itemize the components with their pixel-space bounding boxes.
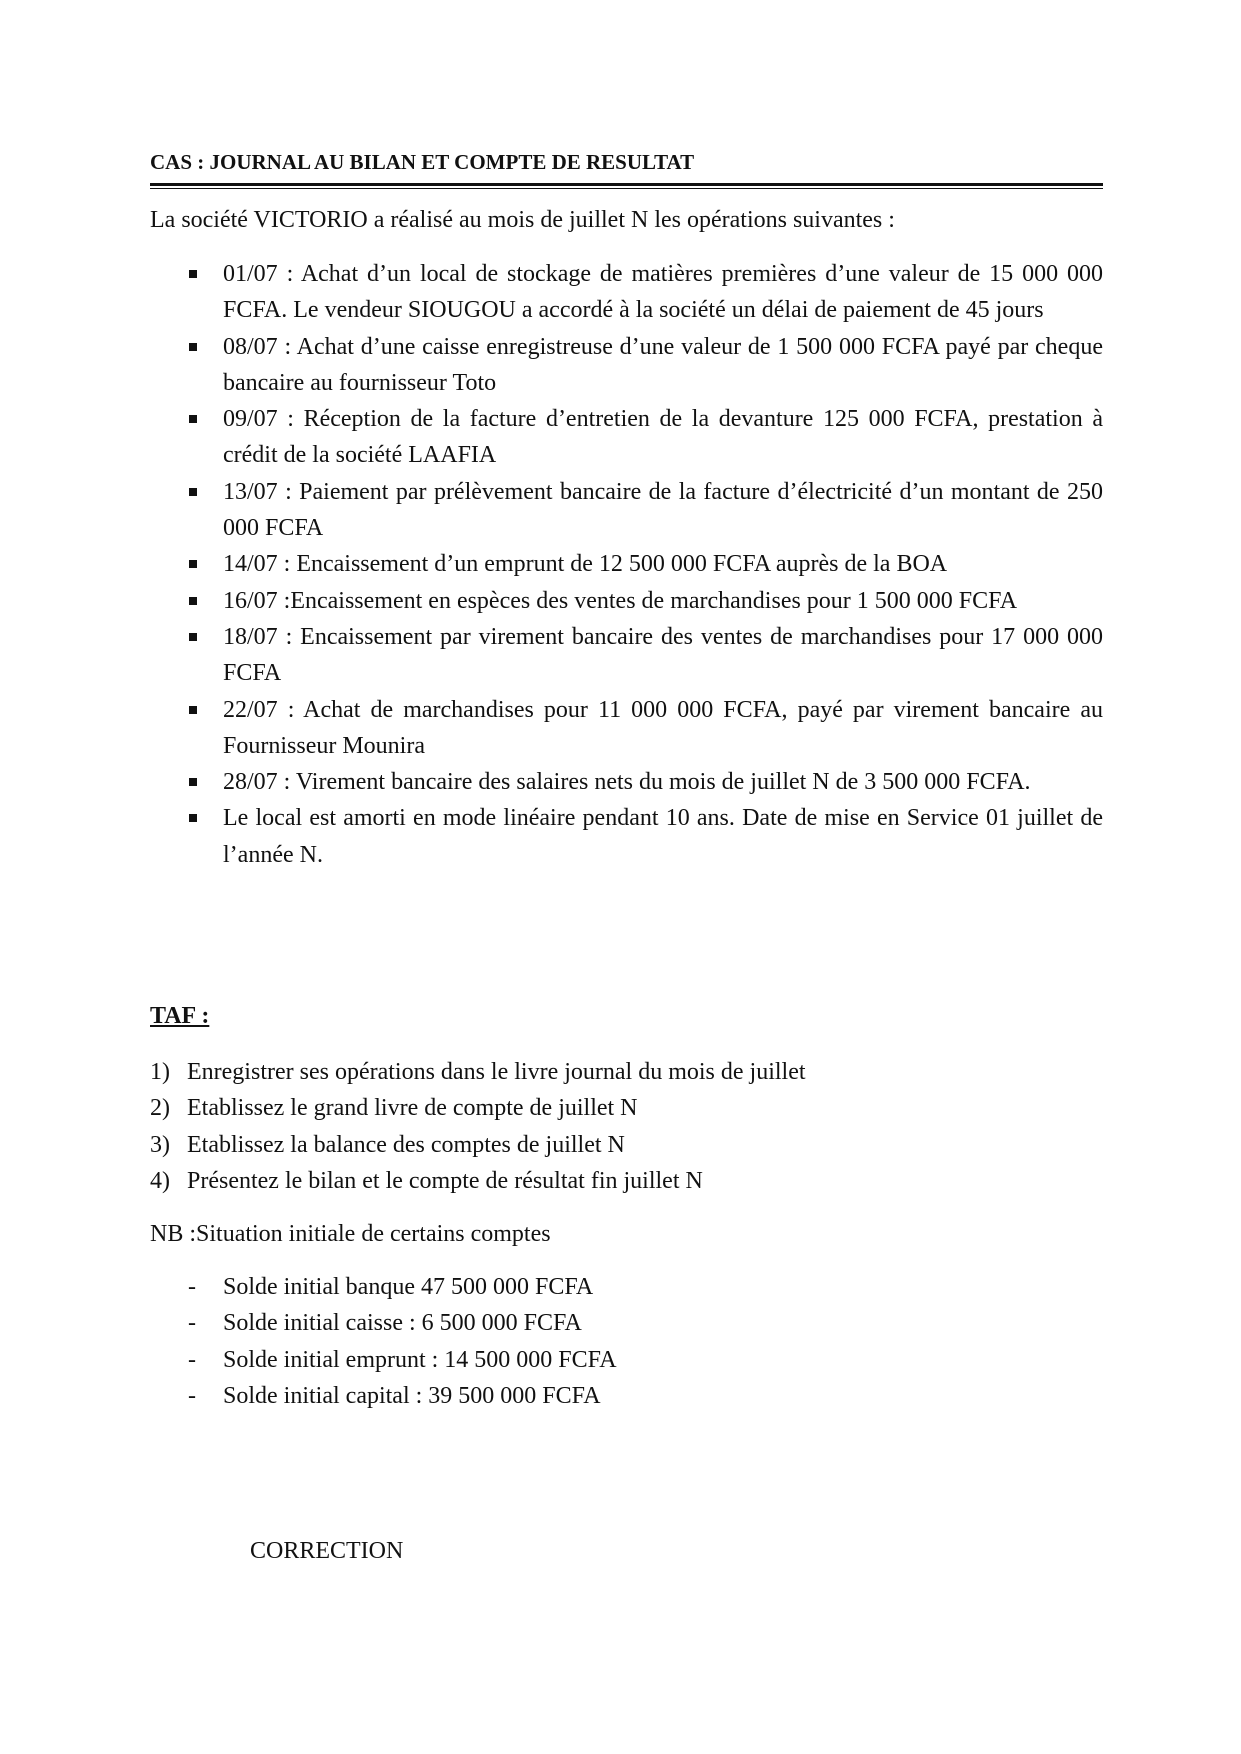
- item-number: 3): [150, 1131, 170, 1158]
- bullet-square-icon: [189, 597, 197, 605]
- item-text: Présentez le bilan et le compte de résultat fin juillet N: [187, 1167, 703, 1194]
- item-text: Enregistrer ses opérations dans le livre journal du mois de juillet: [187, 1059, 806, 1085]
- operations-list: [150, 256, 1103, 873]
- operation-item: [150, 546, 1103, 582]
- item-text: Etablissez la balance des comptes de juillet N: [187, 1131, 625, 1158]
- balance-text: Solde initial emprunt : 14 500 000 FCFA: [223, 1346, 617, 1373]
- balance-item: [150, 1378, 617, 1414]
- operation-item: [150, 800, 1103, 873]
- item-number: 1): [150, 1059, 170, 1085]
- balance-text: Solde initial caisse : 6 500 000 FCFA: [223, 1310, 582, 1337]
- dash-bullet: -: [188, 1346, 196, 1373]
- operation-text: 28/07 : Virement bancaire des salaires nets du mois de juillet N de 3 500 000 FCFA.: [223, 769, 1031, 796]
- item-number: 4): [150, 1167, 170, 1194]
- operation-item: [150, 256, 1103, 329]
- operation-item: [150, 692, 1103, 765]
- item-text: Etablissez le grand livre de compte de juillet N: [187, 1095, 638, 1122]
- bullet-square-icon: [189, 415, 197, 423]
- operation-item: [150, 619, 1103, 692]
- balance-item: [150, 1305, 617, 1341]
- operation-text: 14/07 : Encaissement d’un emprunt de 12 500 000 FCFA auprès de la BOA: [223, 551, 948, 578]
- operation-text: 13/07 : Paiement par prélèvement bancaire de la facture d’électricité d’un montant de 250 000 FCFA: [223, 478, 1103, 542]
- operation-text: Le local est amorti en mode linéaire pendant 10 ans. Date de mise en Service 01 juillet de l’année N.: [223, 805, 1103, 868]
- initial-balances-list: [150, 1269, 617, 1414]
- operation-text: 22/07 : Achat de marchandises pour 11 000 000 FCFA, payé par virement bancaire au Fournisseur Mounira: [223, 696, 1103, 759]
- document-title: CAS : JOURNAL AU BILAN ET COMPTE DE RESULTAT: [150, 150, 695, 174]
- balance-text: Solde initial banque 47 500 000 FCFA: [223, 1274, 594, 1300]
- operation-item: [150, 764, 1103, 800]
- taf-item: [150, 1054, 806, 1090]
- bullet-square-icon: [189, 343, 197, 351]
- dash-bullet: -: [188, 1310, 196, 1337]
- bullet-square-icon: [189, 270, 197, 278]
- operation-text: 01/07 : Achat d’un local de stockage de matières premières d’une valeur de 15 000 000 FCFA. Le vendeur SIOUGOU a accordé à la société un délai de paiement de 45 jours: [223, 261, 1103, 324]
- taf-list: [150, 1054, 806, 1199]
- operation-item: [150, 474, 1103, 547]
- operation-text: 09/07 : Réception de la facture d’entretien de la devanture 125 000 FCFA, prestation à crédit de la société LAAFIA: [223, 406, 1103, 469]
- balance-item: [150, 1269, 617, 1305]
- operation-text: 16/07 :Encaissement en espèces des ventes de marchandises pour 1 500 000 FCFA: [223, 587, 1018, 614]
- item-number: 2): [150, 1095, 170, 1122]
- title-double-rule: [150, 183, 1103, 189]
- bullet-square-icon: [189, 488, 197, 496]
- balance-item: [150, 1342, 617, 1378]
- operation-item: [150, 329, 1103, 402]
- balance-text: Solde initial capital : 39 500 000 FCFA: [223, 1382, 601, 1409]
- intro-paragraph: La société VICTORIO a réalisé au mois de juillet N les opérations suivantes :: [150, 207, 895, 233]
- bullet-square-icon: [189, 560, 197, 568]
- dash-bullet: -: [188, 1382, 196, 1409]
- nb-heading: NB :Situation initiale de certains comptes: [150, 1221, 551, 1247]
- operation-text: 08/07 : Achat d’une caisse enregistreuse d’une valeur de 1 500 000 FCFA payé par cheque bancaire au fournisseur Toto: [223, 333, 1103, 396]
- dash-bullet: -: [188, 1274, 196, 1300]
- bullet-square-icon: [189, 814, 197, 822]
- taf-heading: TAF :: [150, 1003, 210, 1029]
- taf-item: [150, 1163, 806, 1199]
- taf-item: [150, 1090, 806, 1126]
- operation-item: [150, 401, 1103, 474]
- operation-text: 18/07 : Encaissement par virement bancaire des ventes de marchandises pour 17 000 000 FCFA: [223, 623, 1103, 687]
- taf-item: [150, 1127, 806, 1163]
- bullet-square-icon: [189, 633, 197, 641]
- operation-item: [150, 583, 1103, 619]
- bullet-square-icon: [189, 706, 197, 714]
- bullet-square-icon: [189, 778, 197, 786]
- correction-heading: CORRECTION: [250, 1538, 404, 1564]
